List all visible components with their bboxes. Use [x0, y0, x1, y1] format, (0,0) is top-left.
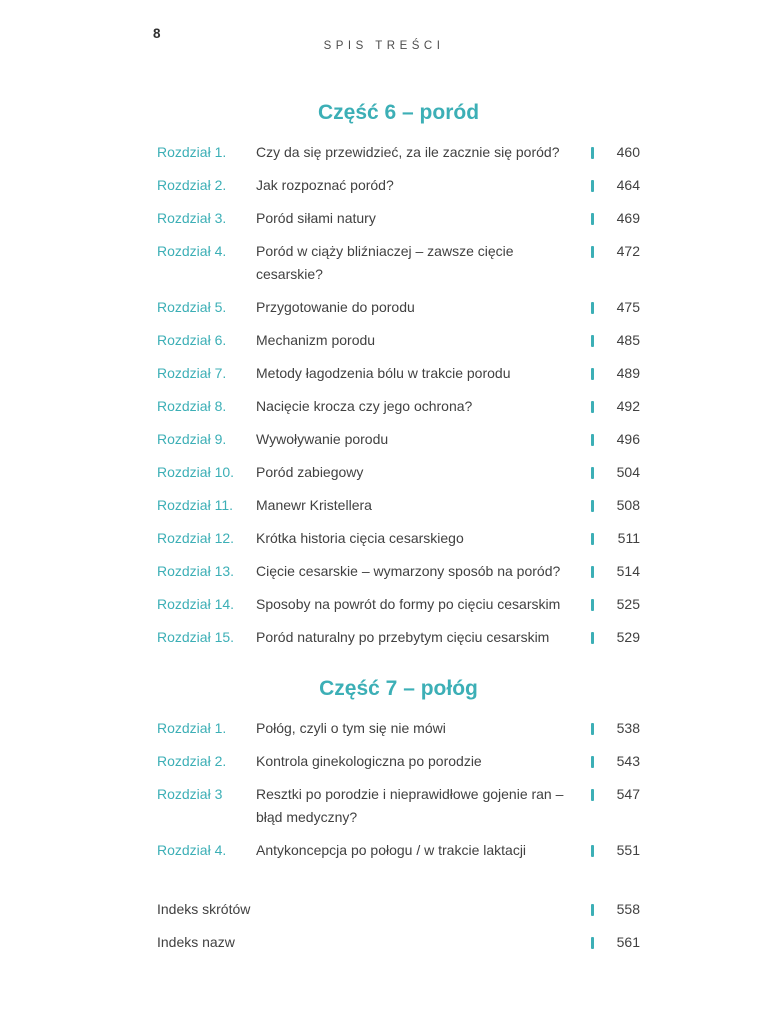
- chapter-label: Rozdział 2.: [157, 177, 227, 193]
- chapter-title: Poród naturalny po przebytym cięciu cesarskim: [256, 629, 550, 645]
- chapter-page-number: 496: [616, 431, 640, 447]
- page-separator-tick: [591, 500, 594, 512]
- index-title: Indeks nazw: [157, 934, 235, 950]
- toc-row: [157, 461, 640, 484]
- page-separator-tick: [591, 401, 594, 413]
- chapter-label: Rozdział 4.: [157, 842, 227, 858]
- page-block: [584, 141, 640, 164]
- chapter-title: Poród zabiegowy: [256, 464, 364, 480]
- chapter-label: Rozdział 14.: [157, 596, 235, 612]
- page-separator-tick: [591, 368, 594, 380]
- page-block: [584, 296, 640, 319]
- chapter-title: Kontrola ginekologiczna po porodzie: [256, 753, 482, 769]
- toc-row: [157, 593, 640, 616]
- toc-row: [157, 240, 640, 286]
- chapter-label: Rozdział 9.: [157, 431, 227, 447]
- chapter-page-number: 511: [617, 530, 640, 546]
- page-block: [584, 329, 640, 352]
- page-separator-tick: [591, 756, 594, 768]
- page-separator-tick: [591, 533, 594, 545]
- chapter-title: Przygotowanie do porodu: [256, 299, 415, 315]
- chapter-label: Rozdział 13.: [157, 563, 235, 579]
- page-block: [584, 240, 640, 263]
- chapter-label: Rozdział 1.: [157, 144, 227, 160]
- chapter-page-number: 543: [616, 753, 640, 769]
- chapter-page-number: 514: [616, 563, 640, 579]
- chapter-page-number: 489: [616, 365, 640, 381]
- chapter-label: Rozdział 1.: [157, 720, 227, 736]
- page-separator-tick: [591, 723, 594, 735]
- page-block: [584, 717, 640, 740]
- page-separator-tick: [591, 632, 594, 644]
- index-page-number: 558: [616, 901, 640, 917]
- chapter-page-number: 538: [616, 720, 640, 736]
- chapter-label: Rozdział 10.: [157, 464, 235, 480]
- chapter-page-number: 472: [616, 243, 640, 259]
- toc-row: [157, 839, 640, 862]
- page-separator-tick: [591, 180, 594, 192]
- toc-row: [157, 329, 640, 352]
- chapter-page-number: 475: [616, 299, 640, 315]
- chapter-title: Poród w ciąży bliźniaczej – zawsze cięcie cesarskie?: [256, 243, 514, 282]
- toc-content: [157, 99, 640, 954]
- chapter-page-number: 469: [616, 210, 640, 226]
- chapter-label: Rozdział 15.: [157, 629, 235, 645]
- page-block: [584, 783, 640, 806]
- index-page-number: 561: [616, 934, 640, 950]
- page-separator-tick: [591, 789, 594, 801]
- chapter-label: Rozdział 7.: [157, 365, 227, 381]
- chapter-page-number: 547: [616, 786, 640, 802]
- index-row: [157, 898, 640, 921]
- page-block: [584, 461, 640, 484]
- chapter-page-number: 504: [616, 464, 640, 480]
- chapter-label: Rozdział 12.: [157, 530, 235, 546]
- toc-section: [157, 99, 640, 649]
- toc-row: [157, 296, 640, 319]
- chapter-page-number: 551: [616, 842, 640, 858]
- page-separator-tick: [591, 467, 594, 479]
- page-separator-tick: [591, 599, 594, 611]
- chapter-title: Połóg, czyli o tym się nie mówi: [256, 720, 446, 736]
- chapter-label: Rozdział 4.: [157, 243, 227, 259]
- page-block: [584, 428, 640, 451]
- chapter-page-number: 460: [616, 144, 640, 160]
- chapter-title: Poród siłami natury: [256, 210, 376, 226]
- page-separator-tick: [591, 904, 594, 916]
- chapter-title: Cięcie cesarskie – wymarzony sposób na poród?: [256, 563, 561, 579]
- page-block: [584, 626, 640, 649]
- page-block: [584, 593, 640, 616]
- index-title: Indeks skrótów: [157, 901, 251, 917]
- page-block: [584, 494, 640, 517]
- page-block: [584, 174, 640, 197]
- toc-section: [157, 675, 640, 862]
- toc-row: [157, 362, 640, 385]
- page-block: [584, 898, 640, 921]
- chapter-title: Nacięcie krocza czy jego ochrona?: [256, 398, 473, 414]
- page-block: [584, 931, 640, 954]
- chapter-title: Manewr Kristellera: [256, 497, 372, 513]
- chapter-page-number: 485: [616, 332, 640, 348]
- chapter-page-number: 464: [616, 177, 640, 193]
- toc-row: [157, 395, 640, 418]
- toc-row: [157, 626, 640, 649]
- chapter-title: Mechanizm porodu: [256, 332, 376, 348]
- page-block: [584, 207, 640, 230]
- chapter-label: Rozdział 3: [157, 786, 223, 802]
- page-separator-tick: [591, 335, 594, 347]
- chapter-label: Rozdział 2.: [157, 753, 227, 769]
- toc-row: [157, 783, 640, 829]
- section-title: Część 7 – połóg: [319, 677, 478, 700]
- page-block: [584, 527, 640, 550]
- chapter-title: Metody łagodzenia bólu w trakcie porodu: [256, 365, 511, 381]
- page-separator-tick: [591, 147, 594, 159]
- folio-page-number: 8: [153, 26, 161, 41]
- page-block: [584, 750, 640, 773]
- toc-row: [157, 174, 640, 197]
- chapter-page-number: 508: [616, 497, 640, 513]
- page-block: [584, 395, 640, 418]
- toc-row: [157, 560, 640, 583]
- page-separator-tick: [591, 845, 594, 857]
- page-block: [584, 839, 640, 862]
- chapter-title: Wywoływanie porodu: [256, 431, 389, 447]
- chapter-title: Jak rozpoznać poród?: [256, 177, 394, 193]
- toc-row: [157, 207, 640, 230]
- toc-row: [157, 494, 640, 517]
- sections-container: [157, 99, 640, 862]
- page-separator-tick: [591, 302, 594, 314]
- chapter-title: Czy da się przewidzieć, za ile zacznie się poród?: [256, 144, 560, 160]
- chapter-title: Antykoncepcja po połogu / w trakcie laktacji: [256, 842, 527, 858]
- chapter-label: Rozdział 8.: [157, 398, 227, 414]
- index-row: [157, 931, 640, 954]
- toc-row: [157, 750, 640, 773]
- chapter-title: Sposoby na powrót do formy po cięciu cesarskim: [256, 596, 561, 612]
- page-separator-tick: [591, 937, 594, 949]
- chapter-title: Resztki po porodzie i nieprawidłowe gojenie ran – błąd medyczny?: [256, 786, 564, 825]
- toc-header: SPIS TREŚCI: [323, 40, 445, 52]
- toc-row: [157, 141, 640, 164]
- page-separator-tick: [591, 246, 594, 258]
- chapter-label: Rozdział 6.: [157, 332, 227, 348]
- toc-row: [157, 527, 640, 550]
- index-block: [157, 898, 640, 954]
- section-rows: [157, 141, 640, 649]
- chapter-label: Rozdział 11.: [157, 497, 234, 513]
- toc-row: [157, 428, 640, 451]
- section-rows: [157, 717, 640, 862]
- page-block: [584, 362, 640, 385]
- chapter-label: Rozdział 5.: [157, 299, 227, 315]
- toc-row: [157, 717, 640, 740]
- page-separator-tick: [591, 434, 594, 446]
- chapter-title: Krótka historia cięcia cesarskiego: [256, 530, 464, 546]
- page-block: [584, 560, 640, 583]
- section-title: Część 6 – poród: [317, 101, 480, 124]
- chapter-page-number: 492: [616, 398, 640, 414]
- page-separator-tick: [591, 566, 594, 578]
- chapter-page-number: 525: [616, 596, 640, 612]
- chapter-label: Rozdział 3.: [157, 210, 227, 226]
- chapter-page-number: 529: [616, 629, 640, 645]
- page-separator-tick: [591, 213, 594, 225]
